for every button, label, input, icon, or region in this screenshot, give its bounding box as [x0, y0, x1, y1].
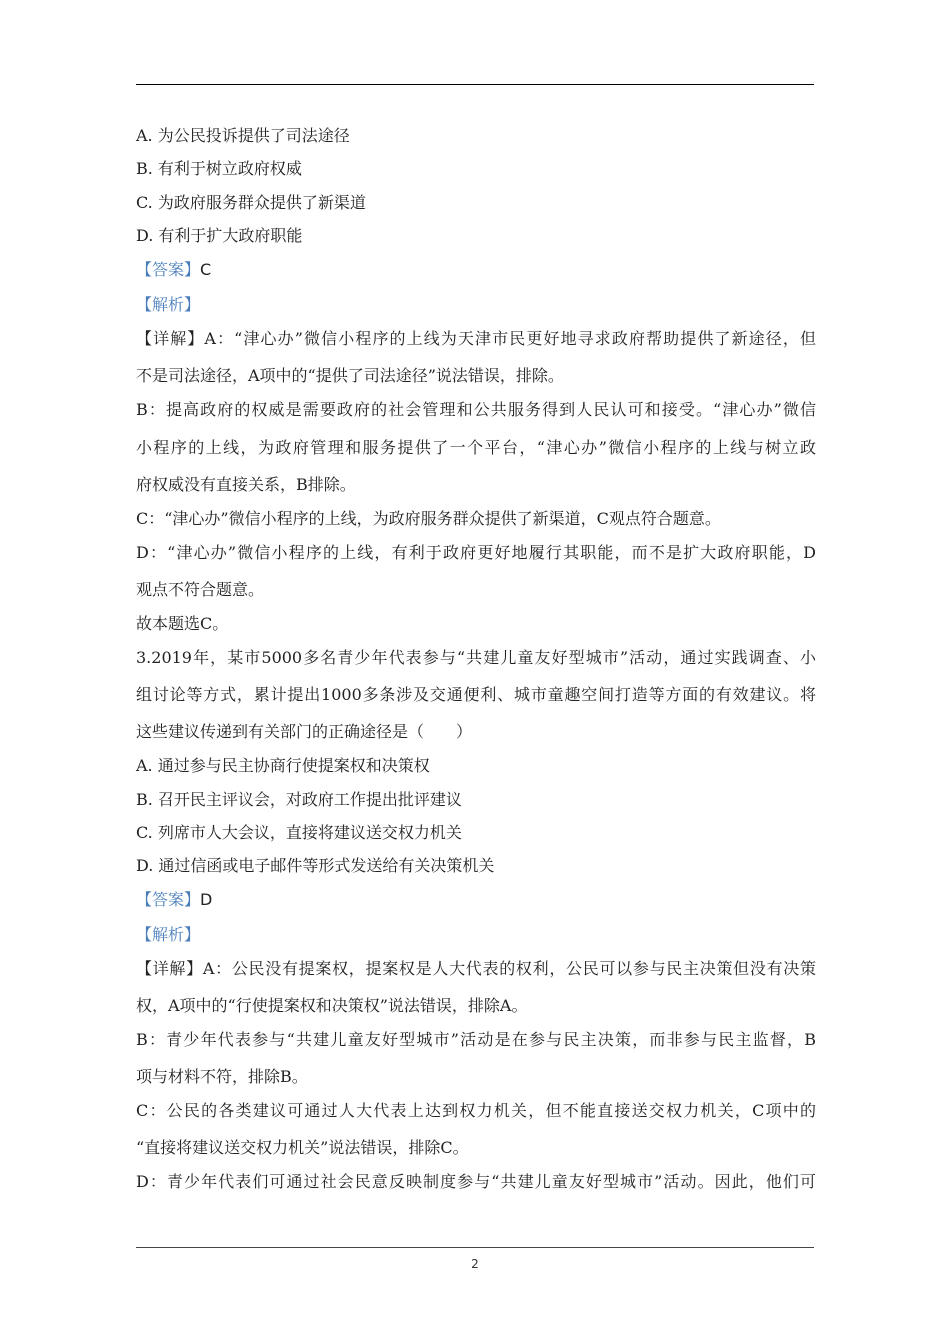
- q2-detail-line: C：“津心办”微信小程序的上线，为政府服务群众提供了新渠道，C观点符合题意。: [136, 509, 721, 528]
- q3-option-b: B. 召开民主评议会，对政府工作提出批评建议: [136, 790, 462, 809]
- q2-detail-line: 不是司法途径，A项中的“提供了司法途径”说法错误，排除。: [136, 366, 564, 385]
- q3-option-d: D. 通过信函或电子邮件等形式发送给有关决策机关: [136, 856, 495, 875]
- q3-detail-line: 权，A项中的“行使提案权和决策权”说法错误，排除A。: [136, 996, 528, 1015]
- q3-stem-line: 这些建议传递到有关部门的正确途径是（ ）: [136, 722, 473, 741]
- q3-detail-line: B：青少年代表参与“共建儿童友好型城市”活动是在参与民主决策，而非参与民主监督，B: [136, 1030, 816, 1049]
- q2-option-a: A. 为公民投诉提供了司法途径: [136, 126, 350, 145]
- q3-detail-line: D：青少年代表们可通过社会民意反映制度参与“共建儿童友好型城市”活动。因此，他们可: [136, 1172, 816, 1191]
- q2-detail-line: B：提高政府的权威是需要政府的社会管理和公共服务得到人民认可和接受。“津心办”微信: [136, 400, 816, 419]
- q2-detail-line: 府权威没有直接关系，B排除。: [136, 475, 356, 494]
- q3-answer-value: D: [200, 890, 213, 909]
- q2-answer-tag: 【答案】: [136, 260, 201, 279]
- q3-option-a: A. 通过参与民主协商行使提案权和决策权: [136, 756, 430, 775]
- q2-conclusion: 故本题选C。: [136, 614, 229, 633]
- q2-analysis-tag: 【解析】: [136, 295, 201, 314]
- q2-answer: [136, 260, 816, 280]
- q2-answer-value: C: [200, 260, 212, 279]
- q3-detail-line: 项与材料不符，排除B。: [136, 1067, 308, 1086]
- q2-detail-line: D：“津心办”微信小程序的上线，有利于政府更好地履行其职能，而不是扩大政府职能，D: [136, 543, 816, 562]
- q3-stem-line: 3.2019年，某市5000多名青少年代表参与“共建儿童友好型城市”活动，通过实践调查、小: [136, 648, 816, 667]
- q2-option-c: C. 为政府服务群众提供了新渠道: [136, 193, 366, 212]
- q3-stem-line: 组讨论等方式，累计提出1000多条涉及交通便利、城市童趣空间打造等方面的有效建议。将: [136, 685, 816, 704]
- q3-detail-line: 【详解】A：公民没有提案权，提案权是人大代表的权利，公民可以参与民主决策但没有决策: [136, 959, 816, 978]
- q2-option-d: D. 有利于扩大政府职能: [136, 226, 303, 245]
- footer-rule: [136, 1247, 814, 1248]
- q2-detail-line: 小程序的上线，为政府管理和服务提供了一个平台，“津心办”微信小程序的上线与树立政: [136, 438, 816, 457]
- q2-detail-line: 【详解】A：“津心办”微信小程序的上线为天津市民更好地寻求政府帮助提供了新途径，但: [136, 329, 816, 348]
- q2-option-b: B. 有利于树立政府权威: [136, 159, 302, 178]
- page-number: 2: [471, 1257, 479, 1271]
- q3-option-c: C. 列席市人大会议，直接将建议送交权力机关: [136, 823, 462, 842]
- q3-detail-line: “直接将建议送交权力机关”说法错误，排除C。: [136, 1138, 469, 1157]
- q3-answer: [136, 890, 816, 910]
- header-rule: [136, 84, 814, 85]
- q3-answer-tag: 【答案】: [136, 890, 201, 909]
- q3-detail-line: C：公民的各类建议可通过人大代表上达到权力机关，但不能直接送交权力机关，C项中的: [136, 1101, 816, 1120]
- q2-detail-line: 观点不符合题意。: [136, 580, 265, 599]
- q3-analysis-tag: 【解析】: [136, 925, 201, 944]
